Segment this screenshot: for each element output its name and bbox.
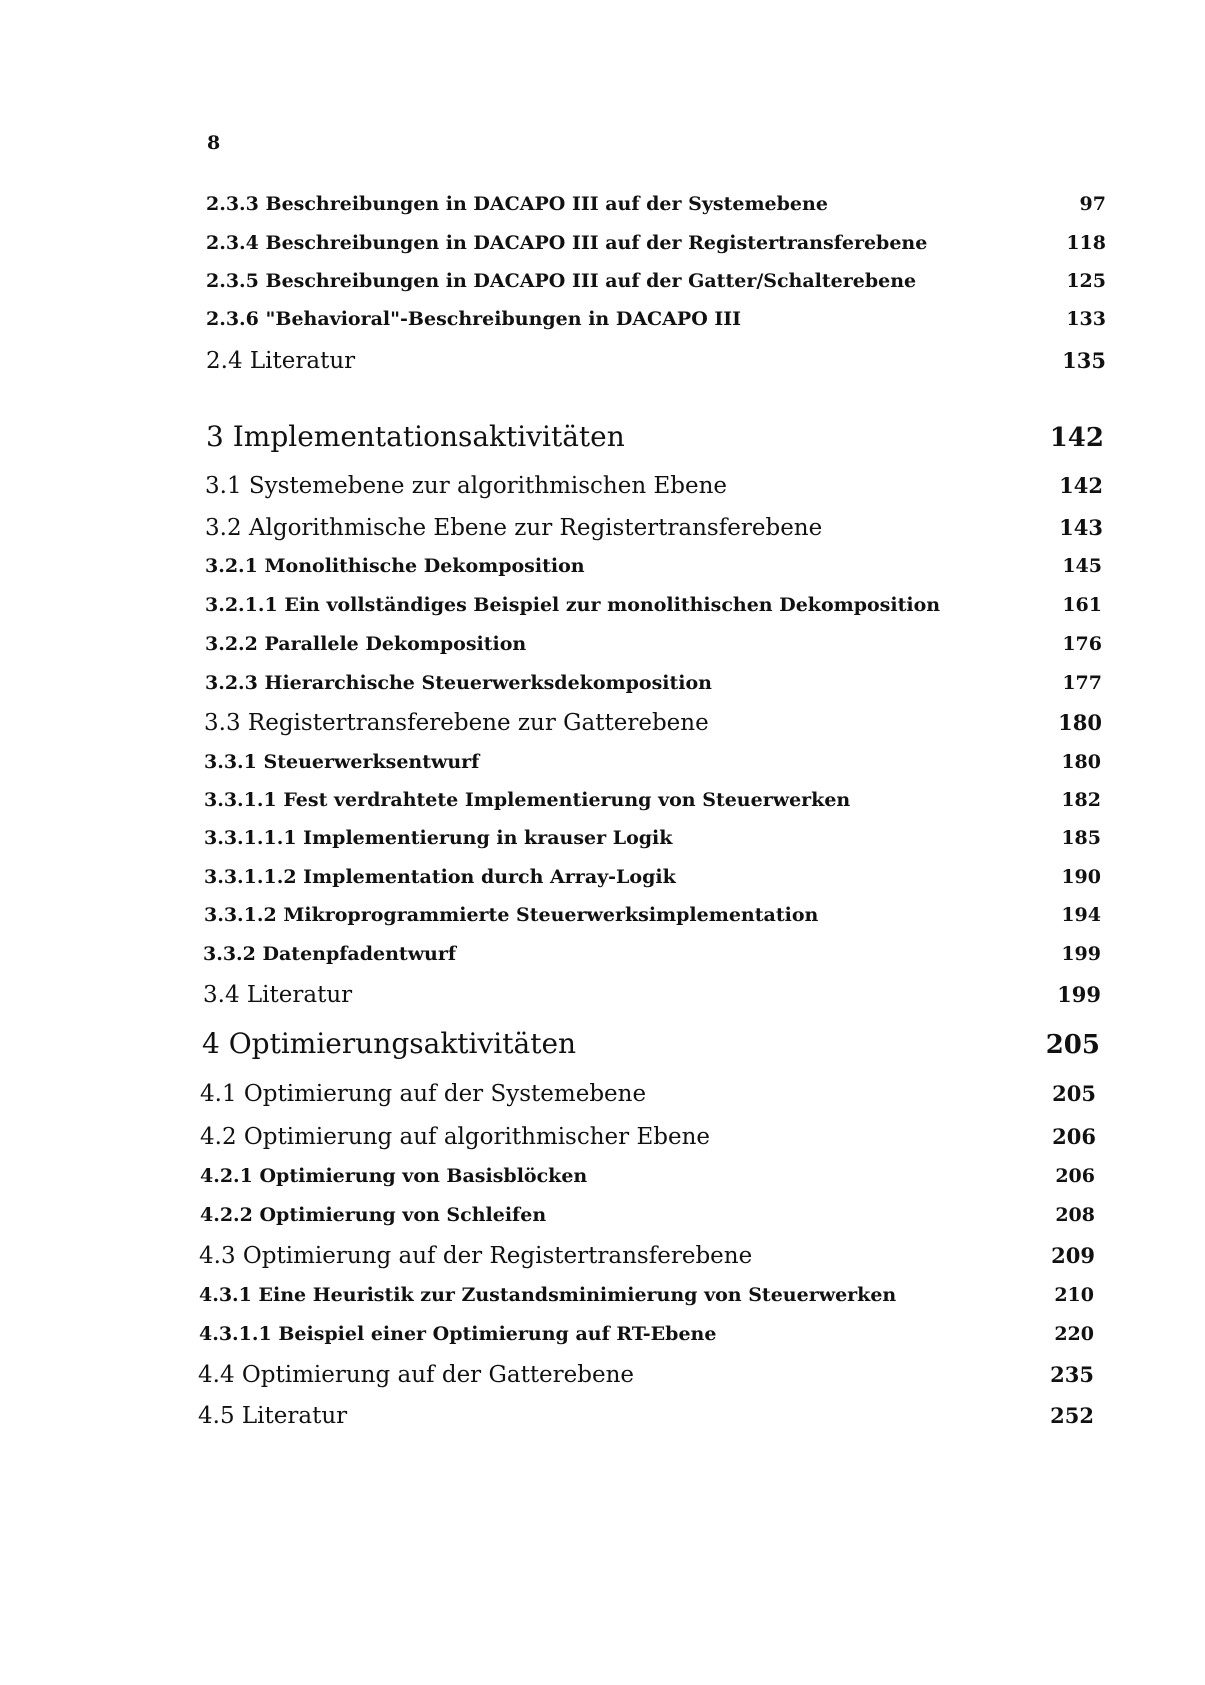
toc-entry-title: 3.3.1.1.1 Implementierung in krauser Logik: [204, 827, 673, 849]
toc-entry-title: 2.3.3 Beschreibungen in DACAPO III auf der Systemebene: [206, 193, 828, 215]
toc-entry-title: 4.5 Literatur: [198, 1403, 348, 1429]
toc-entry: [204, 710, 1102, 736]
toc-entry: [199, 1284, 1094, 1306]
toc-entry: [204, 751, 1101, 773]
toc-entry-page: 209: [1051, 1243, 1095, 1268]
toc-entry-page: 220: [1054, 1323, 1094, 1345]
toc-entry-page: 252: [1050, 1403, 1094, 1428]
toc-entry-page: 199: [1057, 982, 1101, 1007]
toc-entry-page: 180: [1058, 710, 1102, 735]
toc-entry-page: 125: [1066, 270, 1106, 292]
toc-entry-title: 2.3.6 "Behavioral"-Beschreibungen in DACAPO III: [206, 308, 742, 330]
toc-entry: [206, 193, 1106, 215]
toc-entry-page: 206: [1052, 1124, 1096, 1149]
toc-entry-page: 205: [1052, 1081, 1096, 1106]
toc-entry: [199, 1323, 1094, 1345]
toc-entry: [206, 232, 1106, 254]
toc-entry-title: 4.1 Optimierung auf der Systemebene: [200, 1081, 647, 1107]
page-number: 8: [207, 132, 221, 154]
toc-entry-title: 3.2.1.1 Ein vollständiges Beispiel zur monolithischen Dekomposition: [205, 594, 941, 616]
toc-chapter: [202, 1027, 1100, 1060]
toc-entry-page: 208: [1055, 1204, 1095, 1226]
toc-entry-page: 142: [1059, 473, 1103, 498]
toc-entry-title: 4.2 Optimierung auf algorithmischer Ebene: [200, 1124, 711, 1150]
toc-entry-title: 4.2.2 Optimierung von Schleifen: [200, 1204, 547, 1226]
toc-entry: [200, 1204, 1095, 1226]
toc-entry-page: 142: [1049, 423, 1104, 453]
toc-chapter: [206, 420, 1104, 453]
toc-entry-title: 3.3 Registertransferebene zur Gatterebene: [204, 710, 709, 736]
toc-entry-page: 133: [1066, 308, 1106, 330]
toc-entry-page: 194: [1061, 904, 1101, 926]
toc-entry: [205, 473, 1103, 499]
toc-entry-title: 2.4 Literatur: [206, 348, 356, 374]
toc-entry-page: 190: [1061, 866, 1101, 888]
toc-entry-page: 180: [1061, 751, 1101, 773]
toc-entry-page: 182: [1061, 789, 1101, 811]
toc-entry-title: 3.2 Algorithmische Ebene zur Registertransferebene: [205, 515, 823, 541]
toc-entry-title: 3 Implementationsaktivitäten: [206, 420, 625, 453]
toc-entry-title: 3.2.2 Parallele Dekomposition: [205, 633, 527, 655]
toc-entry-page: 205: [1045, 1030, 1100, 1060]
toc-entry-page: 145: [1062, 555, 1102, 577]
toc-entry: [200, 1124, 1096, 1150]
toc-entry-title: 4.3.1.1 Beispiel einer Optimierung auf RT-Ebene: [199, 1323, 717, 1345]
toc-entry-title: 2.3.4 Beschreibungen in DACAPO III auf der Registertransferebene: [206, 232, 928, 254]
toc-entry-title: 3.2.1 Monolithische Dekomposition: [205, 555, 585, 577]
toc-entry-title: 4.2.1 Optimierung von Basisblöcken: [200, 1165, 588, 1187]
toc-entry: [200, 1165, 1095, 1187]
toc-entry-title: 2.3.5 Beschreibungen in DACAPO III auf der Gatter/Schalterebene: [206, 270, 917, 292]
toc-entry-page: 118: [1066, 232, 1106, 254]
toc-entry: [205, 515, 1103, 541]
toc-entry-title: 4.4 Optimierung auf der Gatterebene: [198, 1362, 635, 1388]
toc-entry-page: 185: [1061, 827, 1101, 849]
toc-entry-title: 3.2.3 Hierarchische Steuerwerksdekomposition: [205, 672, 712, 694]
toc-entry-page: 235: [1050, 1362, 1094, 1387]
toc-entry: [206, 270, 1106, 292]
toc-entry: [204, 789, 1101, 811]
toc-entry-title: 3.1 Systemebene zur algorithmischen Ebene: [205, 473, 728, 499]
toc-entry-title: 3.3.2 Datenpfadentwurf: [203, 943, 457, 965]
toc-entry: [203, 982, 1101, 1008]
toc-entry-page: 206: [1055, 1165, 1095, 1187]
toc-entry: [203, 943, 1101, 965]
toc-entry: [206, 348, 1106, 374]
toc-entry: [205, 555, 1102, 577]
toc-entry-title: 4.3.1 Eine Heuristik zur Zustandsminimierung von Steuerwerken: [199, 1284, 897, 1306]
toc-entry-page: 161: [1062, 594, 1102, 616]
toc-entry: [204, 827, 1101, 849]
toc-entry-page: 176: [1062, 633, 1102, 655]
toc-entry-title: 3.3.1.1 Fest verdrahtete Implementierung von Steuerwerken: [204, 789, 851, 811]
toc-entry: [205, 633, 1102, 655]
toc-entry-title: 3.3.1 Steuerwerksentwurf: [204, 751, 480, 773]
toc-entry-page: 210: [1054, 1284, 1094, 1306]
toc-entry: [206, 308, 1106, 330]
toc-entry: [205, 672, 1102, 694]
toc-entry: [198, 1403, 1094, 1429]
toc-entry-page: 177: [1062, 672, 1102, 694]
toc-entry-page: 199: [1061, 943, 1101, 965]
toc-entry-title: 4.3 Optimierung auf der Registertransferebene: [199, 1243, 753, 1269]
toc-entry: [205, 594, 1102, 616]
toc-entry: [200, 1081, 1096, 1107]
toc-entry-page: 135: [1062, 348, 1106, 373]
toc-entry-page: 97: [1079, 193, 1106, 215]
toc-entry: [198, 1362, 1094, 1388]
toc-entry-title: 3.4 Literatur: [203, 982, 353, 1008]
toc-entry-page: 143: [1059, 515, 1103, 540]
toc-entry-title: 3.3.1.2 Mikroprogrammierte Steuerwerksimplementation: [204, 904, 819, 926]
toc-entry-title: 4 Optimierungsaktivitäten: [202, 1027, 577, 1060]
toc-entry: [204, 904, 1101, 926]
toc-entry: [204, 866, 1101, 888]
toc-entry-title: 3.3.1.1.2 Implementation durch Array-Logik: [204, 866, 676, 888]
toc-entry: [199, 1243, 1095, 1269]
